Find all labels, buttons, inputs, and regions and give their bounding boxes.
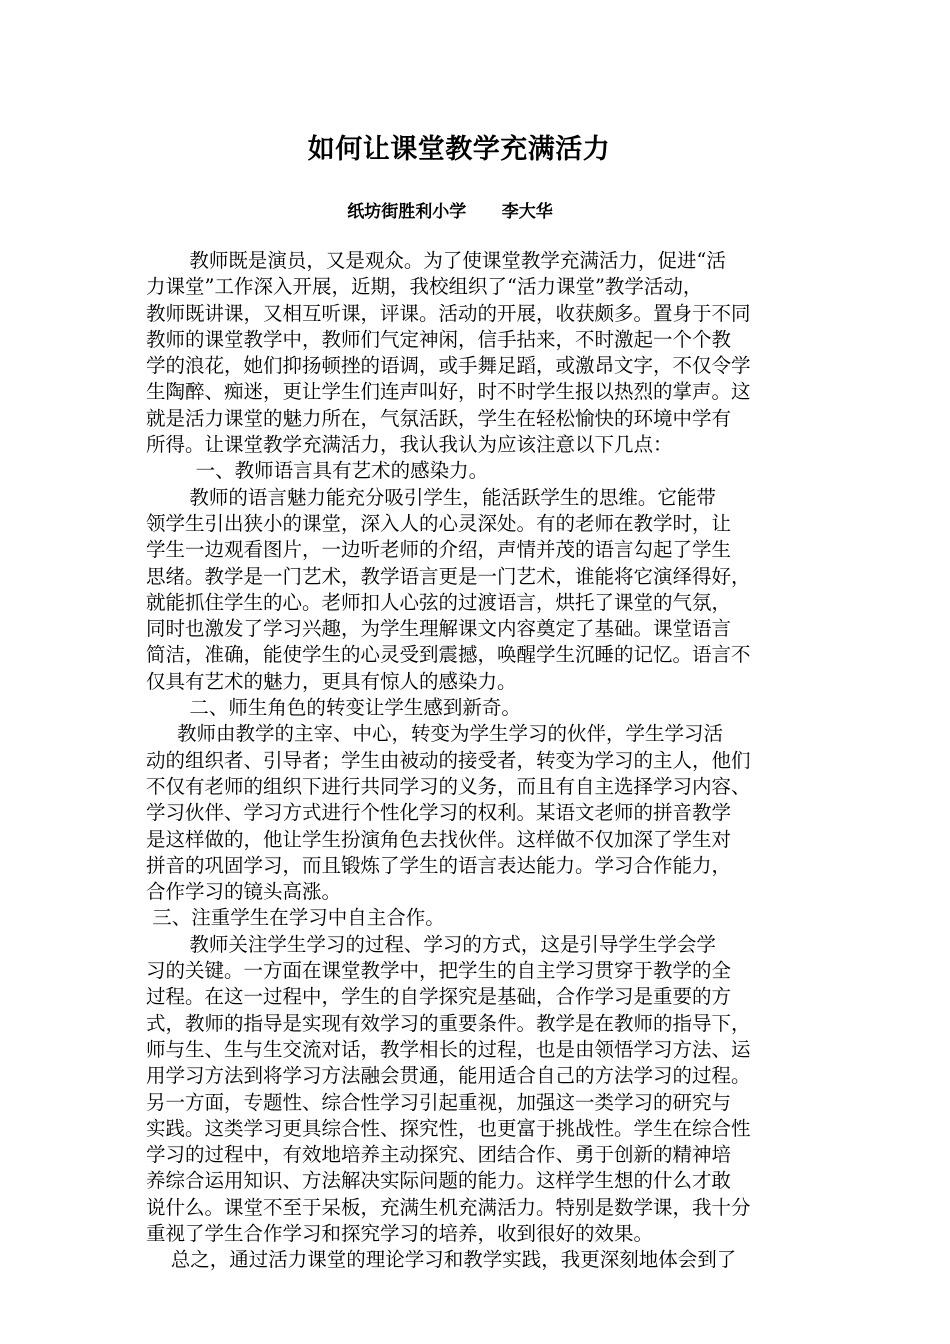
- body-text-line: 三、注重学生在学习中自主合作。: [146, 906, 445, 930]
- body-text-line: 重视了学生合作学习和探究学习的培养，收到很好的效果。: [146, 1221, 654, 1245]
- body-text-line: 学生一边观看图片，一边听老师的介绍，声情并茂的语言勾起了学生: [146, 538, 732, 562]
- body-text-line: 用学习方法到将学习方法融会贯通，能用适合自己的方法学习的过程。: [146, 1064, 751, 1088]
- body-text-line: 总之，通过活力课堂的理论学习和教学实践，我更深刻地体会到了: [146, 1248, 737, 1272]
- body-text-line: 习的关键。一方面在课堂教学中，把学生的自主学习贯穿于教学的全: [146, 959, 732, 983]
- body-text-line: 是这样做的，他让学生扮演角色去找伙伴。这样做不仅加深了学生对: [146, 827, 732, 851]
- body-text-line: 学习伙伴、学习方式进行个性化学习的权利。某语文老师的拼音教学: [146, 801, 732, 825]
- body-text-line: 二、师生角色的转变让学生感到新奇。: [146, 696, 521, 720]
- body-text-line: 教师关注学生学习的过程、学习的方式，这是引导学生学会学: [146, 932, 716, 956]
- body-text-line: 就能抓住学生的心。老师扣人心弦的过渡语言，烘托了课堂的气氛，: [146, 590, 732, 614]
- body-text-line: 动的组织者、引导者；学生由被动的接受者，转变为学习的主人，他们: [146, 748, 751, 772]
- body-text-line: 一、教师语言具有艺术的感染力。: [146, 459, 489, 483]
- document-body: [146, 248, 810, 1274]
- body-text-line: 式，教师的指导是实现有效学习的重要条件。教学是在教师的指导下，: [146, 1011, 751, 1035]
- body-text-line: 教师由教学的主宰、中心，转变为学生学习的伙伴，学生学习活: [146, 722, 723, 746]
- body-text-line: 生陶醉、痴迷，更让学生们连声叫好，时不时学生报以热烈的掌声。这: [146, 380, 751, 404]
- body-text-line: 同时也激发了学习兴趣，为学生理解课文内容奠定了基础。课堂语言: [146, 617, 732, 641]
- body-text-line: 实践。这类学习更具综合性、探究性，也更富于挑战性。学生在综合性: [146, 1116, 751, 1140]
- body-text-line: 教师的语言魅力能充分吸引学生，能活跃学生的思维。它能带: [146, 485, 716, 509]
- author-byline: 纸坊街胜利小学 李大华: [347, 202, 553, 222]
- body-text-line: 拼音的巩固学习，而且锻炼了学生的语言表达能力。学习合作能力，: [146, 853, 732, 877]
- body-text-line: 养综合运用知识、方法解决实际问题的能力。这样学生想的什么才敢: [146, 1169, 732, 1193]
- body-text-line: 师与生、生与生交流对话，教学相长的过程，也是由领悟学习方法、运: [146, 1037, 751, 1061]
- body-text-line: 过程。在这一过程中，学生的自学探究是基础，合作学习是重要的方: [146, 985, 732, 1009]
- body-text-line: 所得。让课堂教学充满活力，我认我认为应该注意以下几点：: [146, 433, 673, 457]
- body-text-line: 教师既讲课，又相互听课，评课。活动的开展，收获颇多。置身于不同: [146, 301, 751, 325]
- body-text-line: 教师既是演员，又是观众。为了使课堂教学充满活力，促进“活: [146, 249, 726, 272]
- body-text-line: 不仅有老师的组织下进行共同学习的义务，而且有自主选择学习内容、: [146, 774, 751, 798]
- body-text-line: 学习的过程中，有效地培养主动探究、团结合作、勇于创新的精神培: [146, 1143, 732, 1167]
- body-text-line: 另一方面，专题性、综合性学习引起重视，加强这一类学习的研究与: [146, 1090, 732, 1114]
- body-text-line: 教师的课堂教学中，教师们气定神闲，信手拈来，不时激起一个个教: [146, 327, 732, 351]
- body-text-line: 合作学习的镜头高涨。: [146, 880, 342, 904]
- body-text-line: 就是活力课堂的魅力所在，气氛活跃，学生在轻松愉快的环境中学有: [146, 406, 732, 430]
- body-text-line: 思绪。教学是一门艺术，教学语言更是一门艺术，谁能将它演绎得好，: [146, 564, 751, 588]
- body-text-line: 力课堂”工作深入开展，近期，我校组织了“活力课堂”教学活动，: [146, 275, 703, 299]
- document-title: 如何让课堂教学充满活力: [307, 134, 611, 165]
- body-text-line: 说什么。课堂不至于呆板，充满生机充满活力。特别是数学课，我十分: [146, 1195, 751, 1219]
- body-text-line: 学的浪花，她们抑扬顿挫的语调，或手舞足蹈，或激昂文字，不仅令学: [146, 354, 751, 378]
- body-text-line: 仅具有艺术的魅力，更具有惊人的感染力。: [146, 669, 517, 693]
- body-text-line: 简洁，准确，能使学生的心灵受到震撼，唤醒学生沉睡的记忆。语言不: [146, 643, 751, 667]
- body-text-line: 领学生引出狭小的课堂，深入人的心灵深处。有的老师在教学时，让: [146, 511, 732, 535]
